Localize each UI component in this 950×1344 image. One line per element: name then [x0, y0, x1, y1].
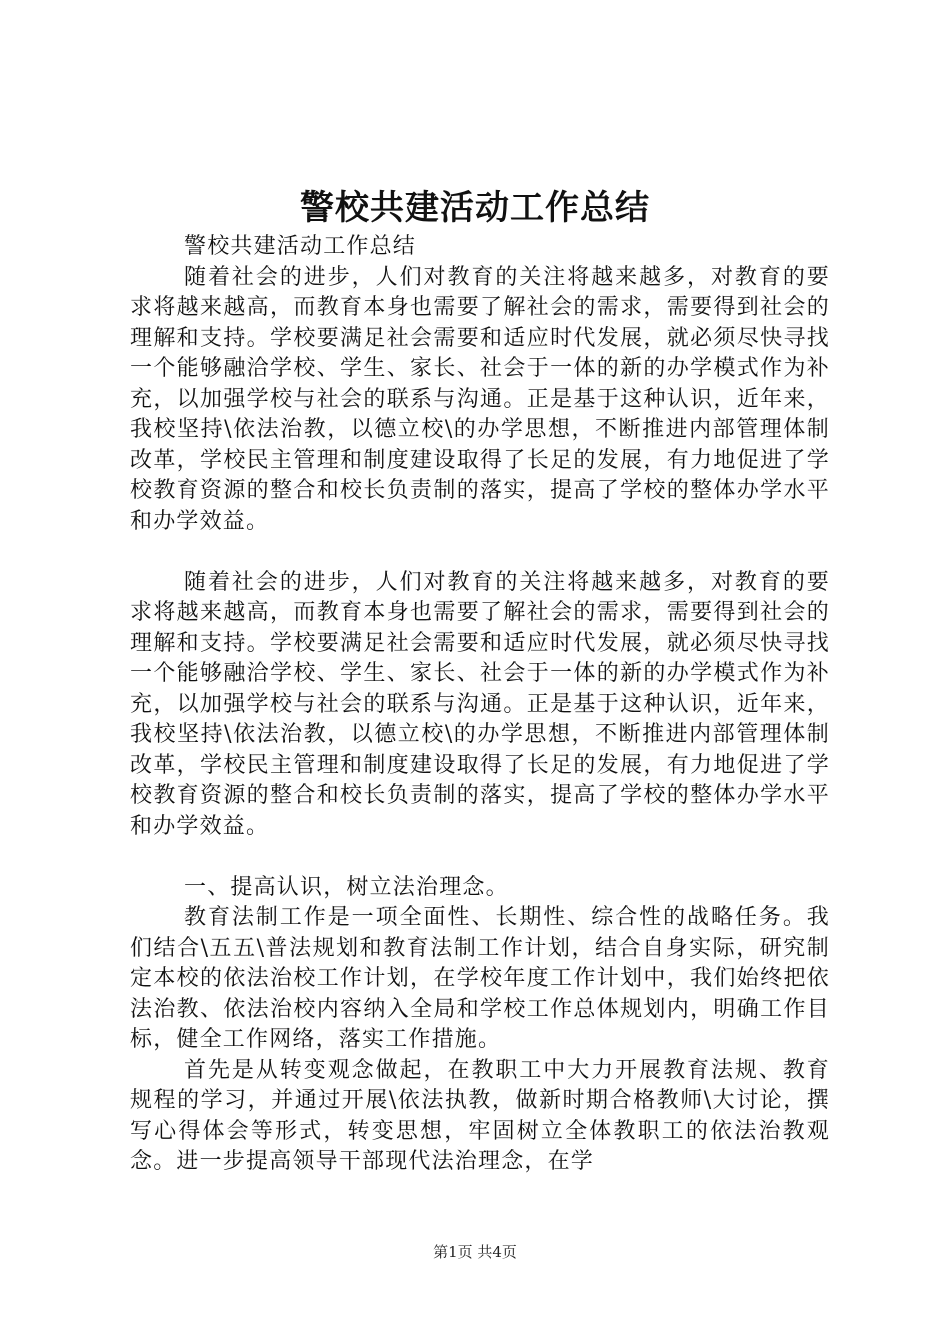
document-title: 警校共建活动工作总结: [300, 188, 650, 228]
body-paragraph: 随着社会的进步，人们对教育的关注将越来越多，对教育的要求将越来越高，而教育本身也需要了解社会的需求，需要得到社会的理解和支持。学校要满足社会需要和适应时代发展，就必须尽快寻找一个能够融洽学校、学生、家长、社会于一体的新的办学模式作为补充，以加强学校与社会的联系与沟通。正是基于这种认识，近年来，我校坚持\依法治教，以德立校\的办学思想，不断推进内部管理体制改革，学校民主管理和制度建设取得了长足的发展，有力地促进了学校教育资源的整合和校长负责制的落实，提高了学校的整体办学水平和办学效益。: [130, 264, 830, 534]
body-paragraph: 首先是从转变观念做起，在教职工中大力开展教育法规、教育规程的学习，并通过开展\依法执教，做新时期合格教师\大讨论，撰写心得体会等形式，转变思想，牢固树立全体教职工的依法治教观念。进一步提高领导干部现代法治理念，在学: [130, 1057, 830, 1174]
body-paragraph: 随着社会的进步，人们对教育的关注将越来越多，对教育的要求将越来越高，而教育本身也需要了解社会的需求，需要得到社会的理解和支持。学校要满足社会需要和适应时代发展，就必须尽快寻找一个能够融洽学校、学生、家长、社会于一体的新的办学模式作为补充，以加强学校与社会的联系与沟通。正是基于这种认识，近年来，我校坚持\依法治教，以德立校\的办学思想，不断推进内部管理体制改革，学校民主管理和制度建设取得了长足的发展，有力地促进了学校教育资源的整合和校长负责制的落实，提高了学校的整体办学水平和办学效益。: [130, 569, 830, 839]
body-paragraph: 教育法制工作是一项全面性、长期性、综合性的战略任务。我们结合\五五\普法规划和教育法制工作计划，结合自身实际，研究制定本校的依法治校工作计划，在学校年度工作计划中，我们始终把依法治教、依法治校内容纳入全局和学校工作总体规划内，明确工作目标，健全工作网络，落实工作措施。: [130, 905, 830, 1052]
subtitle-paragraph: 警校共建活动工作总结: [184, 234, 417, 259]
page-number-footer: 第1页 共4页: [433, 1243, 517, 1261]
document-body: [130, 232, 830, 1178]
section-heading: 一、提高认识，树立法治理念。: [184, 874, 509, 900]
